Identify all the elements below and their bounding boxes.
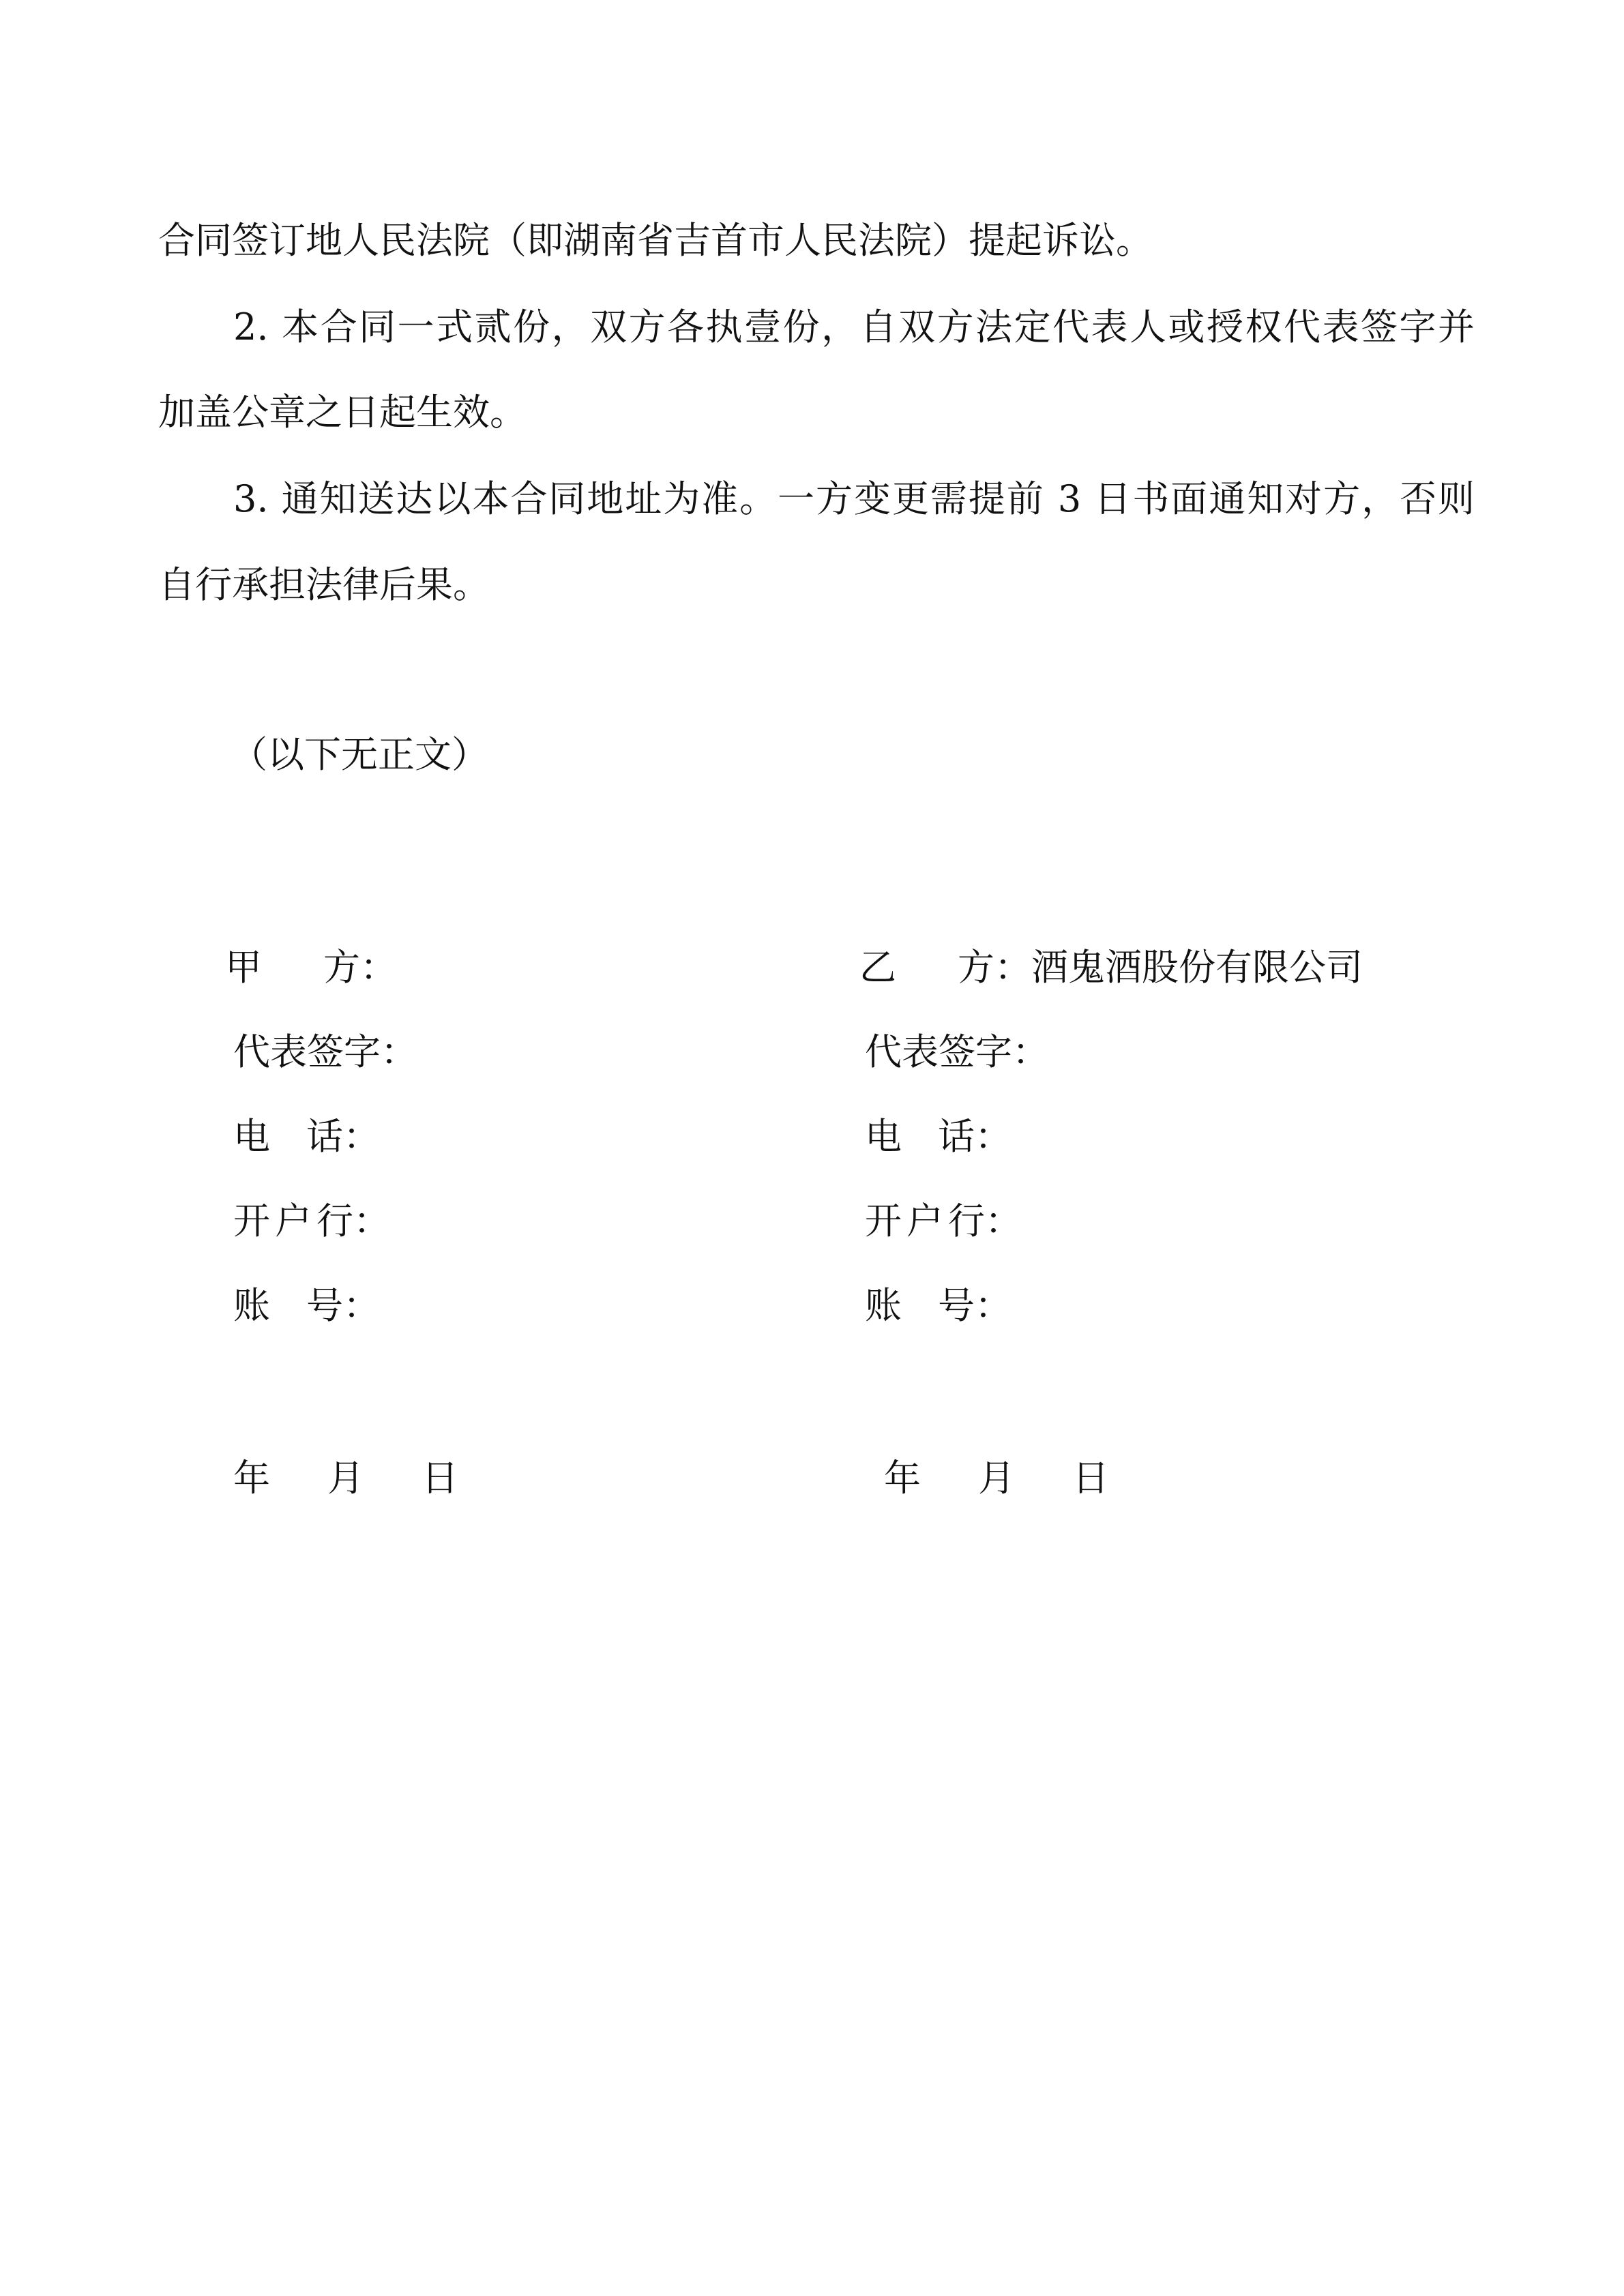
clause-2-line-2: 加盖公章之日起生效。 — [158, 391, 527, 434]
party-b-account-char: 账 — [865, 1284, 902, 1327]
party-a-date-month: 月 — [327, 1457, 364, 1500]
party-a-label-char: 甲 — [225, 946, 262, 989]
party-b-date-year: 年 — [884, 1457, 921, 1500]
party-a-label-suffix: 方： — [323, 946, 397, 989]
party-b-phone-suffix: 话： — [938, 1115, 1012, 1158]
party-a-account-char: 账 — [233, 1284, 270, 1327]
party-a-bank-row — [233, 1197, 390, 1245]
party-a-phone-suffix: 话： — [306, 1115, 380, 1158]
party-a-account-row — [233, 1282, 380, 1330]
party-b-rep-label: 代表签字： — [865, 1030, 1049, 1073]
party-b-bank-suffix: 行： — [948, 1199, 1022, 1242]
party-b-label-row — [859, 944, 1363, 992]
party-a-phone-row — [233, 1113, 380, 1161]
clause-3-line-2: 自行承担法律后果。 — [158, 563, 490, 606]
end-note: （以下无正文） — [231, 733, 488, 776]
party-b-name: 酒鬼酒股份有限公司 — [1031, 946, 1363, 989]
party-a-date-day: 日 — [422, 1457, 458, 1500]
party-a-bank-char-2: 户 — [275, 1199, 312, 1242]
party-b-date-row — [884, 1455, 1109, 1502]
party-a-bank-suffix: 行： — [316, 1199, 390, 1242]
party-b-label-suffix: 方： — [958, 946, 1031, 989]
party-b-date-day: 日 — [1072, 1457, 1109, 1500]
party-b-account-row — [865, 1282, 1012, 1330]
party-a-phone-char: 电 — [233, 1115, 270, 1158]
clause-2-line-1: 2. 本合同一式贰份，双方各执壹份，自双方法定代表人或授权代表签字并 — [233, 305, 1475, 348]
party-b-bank-char-1: 开 — [865, 1199, 902, 1242]
party-b-bank-row — [865, 1197, 1022, 1245]
party-a-label-row — [225, 944, 397, 992]
party-a-rep-label: 代表签字： — [233, 1030, 417, 1073]
party-b-phone-row — [865, 1113, 1012, 1161]
party-b-label-char: 乙 — [859, 946, 896, 989]
party-b-phone-char: 电 — [865, 1115, 902, 1158]
party-a-date-year: 年 — [233, 1457, 270, 1500]
party-a-bank-char-1: 开 — [233, 1199, 270, 1242]
party-b-bank-char-2: 户 — [906, 1199, 943, 1242]
party-a-account-suffix: 号： — [306, 1284, 380, 1327]
party-b-date-month: 月 — [978, 1457, 1015, 1500]
clause-3-line-1: 3. 通知送达以本合同地址为准。一方变更需提前 3 日书面通知对方，否则 — [233, 477, 1475, 520]
party-b-account-suffix: 号： — [938, 1284, 1012, 1327]
clause-1-continuation: 合同签订地人民法院（即湖南省吉首市人民法院）提起诉讼。 — [158, 219, 1153, 262]
party-a-date-row — [233, 1455, 458, 1502]
